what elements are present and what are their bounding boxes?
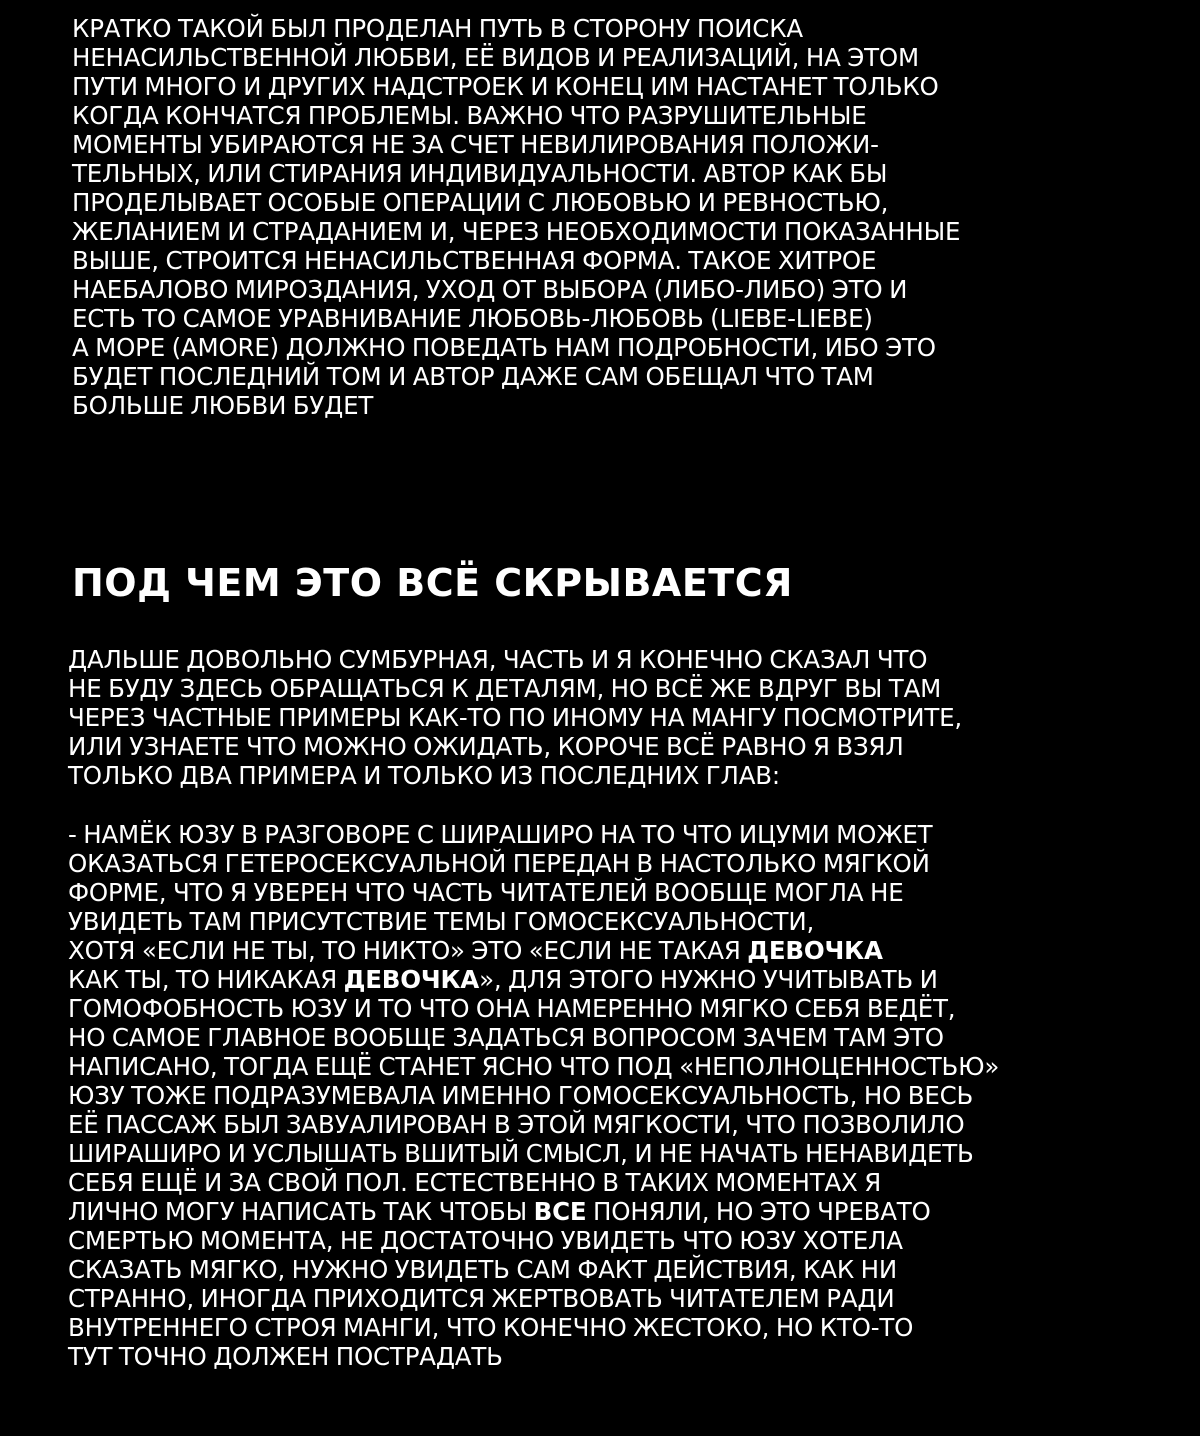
example-line: СМЕРТЬЮ МОМЕНТА, НЕ ДОСТАТОЧНО УВИДЕТЬ ЧТО ЮЗУ ХОТЕЛА bbox=[68, 1226, 903, 1255]
section2-line: ИЛИ УЗНАЕТЕ ЧТО МОЖНО ОЖИДАТЬ, КОРОЧЕ ВСЁ РАВНО Я ВЗЯЛ bbox=[68, 732, 904, 761]
example-line: ОКАЗАТЬСЯ ГЕТЕРОСЕКСУАЛЬНОЙ ПЕРЕДАН В НАСТОЛЬКО МЯГКОЙ bbox=[68, 849, 930, 878]
example-line: ТУТ ТОЧНО ДОЛЖЕН ПОСТРАДАТЬ bbox=[68, 1342, 503, 1371]
section2-paragraph bbox=[68, 645, 1148, 790]
intro-line: БОЛЬШЕ ЛЮБВИ БУДЕТ bbox=[72, 391, 374, 420]
example-line: ФОРМЕ, ЧТО Я УВЕРЕН ЧТО ЧАСТЬ ЧИТАТЕЛЕЙ ВООБЩЕ МОГЛА НЕ bbox=[68, 878, 904, 907]
example-line bbox=[68, 1197, 1148, 1226]
intro-line: БУДЕТ ПОСЛЕДНИЙ ТОМ И АВТОР ДАЖЕ САМ ОБЕЩАЛ ЧТО ТАМ bbox=[72, 362, 874, 391]
emphasis-word: ВСЕ bbox=[533, 1197, 587, 1226]
intro-line: А МОРЕ (AMORE) ДОЛЖНО ПОВЕДАТЬ НАМ ПОДРОБНОСТИ, ИБО ЭТО bbox=[72, 333, 936, 362]
intro-line: НЕНАСИЛЬСТВЕННОЙ ЛЮБВИ, ЕЁ ВИДОВ И РЕАЛИЗАЦИЙ, НА ЭТОМ bbox=[72, 43, 919, 72]
section2-line: НЕ БУДУ ЗДЕСЬ ОБРАЩАТЬСЯ К ДЕТАЛЯМ, НО ВСЁ ЖЕ ВДРУГ ВЫ ТАМ bbox=[68, 674, 942, 703]
example-line: СЕБЯ ЕЩЁ И ЗА СВОЙ ПОЛ. ЕСТЕСТВЕННО В ТАКИХ МОМЕНТАХ Я bbox=[68, 1168, 882, 1197]
example-line: ЕЁ ПАССАЖ БЫЛ ЗАВУАЛИРОВАН В ЭТОЙ МЯГКОСТИ, ЧТО ПОЗВОЛИЛО bbox=[68, 1110, 965, 1139]
section2-line: ДАЛЬШЕ ДОВОЛЬНО СУМБУРНАЯ, ЧАСТЬ И Я КОНЕЧНО СКАЗАЛ ЧТО bbox=[68, 645, 928, 674]
example-line: НО САМОЕ ГЛАВНОЕ ВООБЩЕ ЗАДАТЬСЯ ВОПРОСОМ ЗАЧЕМ ТАМ ЭТО bbox=[68, 1023, 944, 1052]
intro-line: МОМЕНТЫ УБИРАЮТСЯ НЕ ЗА СЧЕТ НЕВИЛИРОВАНИЯ ПОЛОЖИ- bbox=[72, 130, 879, 159]
intro-line: КРАТКО ТАКОЙ БЫЛ ПРОДЕЛАН ПУТЬ В СТОРОНУ ПОИСКА bbox=[72, 14, 803, 43]
example-text: КАК ТЫ, ТО НИКАКАЯ bbox=[68, 965, 344, 994]
example-line bbox=[68, 965, 1148, 994]
intro-paragraph bbox=[72, 14, 1147, 420]
emphasis-word: ДЕВОЧКА bbox=[747, 936, 883, 965]
intro-line: КОГДА КОНЧАТСЯ ПРОБЛЕМЫ. ВАЖНО ЧТО РАЗРУШИТЕЛЬНЫЕ bbox=[72, 101, 867, 130]
example-line: СТРАННО, ИНОГДА ПРИХОДИТСЯ ЖЕРТВОВАТЬ ЧИТАТЕЛЕМ РАДИ bbox=[68, 1284, 895, 1313]
emphasis-word: ДЕВОЧКА bbox=[343, 965, 480, 994]
section2-line: ЧЕРЕЗ ЧАСТНЫЕ ПРИМЕРЫ КАК-ТО ПО ИНОМУ НА МАНГУ ПОСМОТРИТЕ, bbox=[68, 703, 962, 732]
example-line: ШИРАШИРО И УСЛЫШАТЬ ВШИТЫЙ СМЫСЛ, И НЕ НАЧАТЬ НЕНАВИДЕТЬ bbox=[68, 1139, 974, 1168]
intro-line: ЕСТЬ ТО САМОЕ УРАВНИВАНИЕ ЛЮБОВЬ-ЛЮБОВЬ (LIEBE-LIEBE) bbox=[72, 304, 873, 333]
example-text: ХОТЯ «ЕСЛИ НЕ ТЫ, ТО НИКТО» ЭТО «ЕСЛИ НЕ ТАКАЯ bbox=[68, 936, 748, 965]
section2-line: ТОЛЬКО ДВА ПРИМЕРА И ТОЛЬКО ИЗ ПОСЛЕДНИХ ГЛАВ: bbox=[68, 761, 780, 790]
intro-line: ПУТИ МНОГО И ДРУГИХ НАДСТРОЕК И КОНЕЦ ИМ НАСТАНЕТ ТОЛЬКО bbox=[72, 72, 939, 101]
example-line: ГОМОФОБНОСТЬ ЮЗУ И ТО ЧТО ОНА НАМЕРЕННО МЯГКО СЕБЯ ВЕДЁТ, bbox=[68, 994, 956, 1023]
intro-line: ПРОДЕЛЫВАЕТ ОСОБЫЕ ОПЕРАЦИИ С ЛЮБОВЬЮ И РЕВНОСТЬЮ, bbox=[72, 188, 889, 217]
example-text: ЛИЧНО МОГУ НАПИСАТЬ ТАК ЧТОБЫ bbox=[68, 1197, 534, 1226]
example-line: ВНУТРЕННЕГО СТРОЯ МАНГИ, ЧТО КОНЕЧНО ЖЕСТОКО, НО КТО-ТО bbox=[68, 1313, 914, 1342]
example-line: УВИДЕТЬ ТАМ ПРИСУТСТВИЕ ТЕМЫ ГОМОСЕКСУАЛЬНОСТИ, bbox=[68, 907, 815, 936]
example-line: СКАЗАТЬ МЯГКО, НУЖНО УВИДЕТЬ САМ ФАКТ ДЕЙСТВИЯ, КАК НИ bbox=[68, 1255, 897, 1284]
example-line: ЮЗУ ТОЖЕ ПОДРАЗУМЕВАЛА ИМЕННО ГОМОСЕКСУАЛЬНОСТЬ, НО ВЕСЬ bbox=[68, 1081, 974, 1110]
example-line: НАПИСАНО, ТОГДА ЕЩЁ СТАНЕТ ЯСНО ЧТО ПОД «НЕПОЛНОЦЕННОСТЬЮ» bbox=[68, 1052, 1000, 1081]
intro-line: ЖЕЛАНИЕМ И СТРАДАНИЕМ И, ЧЕРЕЗ НЕОБХОДИМОСТИ ПОКАЗАННЫЕ bbox=[72, 217, 961, 246]
example-line bbox=[68, 936, 1148, 965]
example-text: ПОНЯЛИ, НО ЭТО ЧРЕВАТО bbox=[586, 1197, 931, 1226]
example-paragraph bbox=[68, 820, 1148, 1371]
example-text: », ДЛЯ ЭТОГО НУЖНО УЧИТЫВАТЬ И bbox=[479, 965, 938, 994]
example-line: - НАМЁК ЮЗУ В РАЗГОВОРЕ С ШИРАШИРО НА ТО ЧТО ИЦУМИ МОЖЕТ bbox=[68, 820, 933, 849]
intro-line: ТЕЛЬНЫХ, ИЛИ СТИРАНИЯ ИНДИВИДУАЛЬНОСТИ. АВТОР КАК БЫ bbox=[72, 159, 888, 188]
section-heading: ПОД ЧЕМ ЭТО ВСЁ СКРЫВАЕТСЯ bbox=[72, 561, 793, 605]
intro-line: ВЫШЕ, СТРОИТСЯ НЕНАСИЛЬСТВЕННАЯ ФОРМА. ТАКОЕ ХИТРОЕ bbox=[72, 246, 877, 275]
intro-line: НАЕБАЛОВО МИРОЗДАНИЯ, УХОД ОТ ВЫБОРА (ЛИБО-ЛИБО) ЭТО И bbox=[72, 275, 908, 304]
